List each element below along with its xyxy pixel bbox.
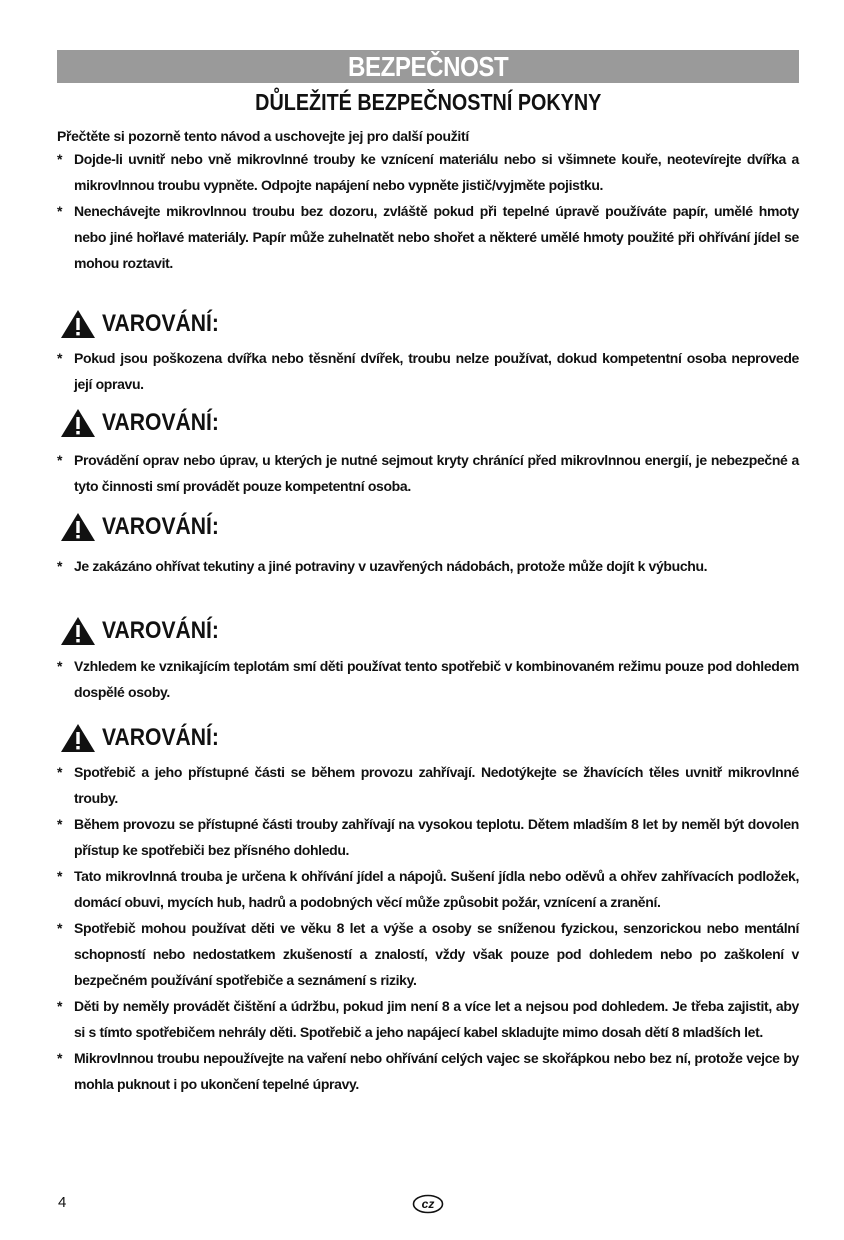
section-title: BEZPEČNOST <box>347 50 509 82</box>
warning-heading: VAROVÁNÍ: <box>60 723 235 753</box>
warning-triangle-icon <box>60 408 96 438</box>
list-item: * Nenechávejte mikrovlnnou troubu bez dozoru, zvláště pokud při tepelné úpravě používáte papír, umělé hmoty nebo jiné hořlavé materiály. Papír může zuhelnatět nebo shořet a některé umělé hmoty použité při ohřívání jídel se mohou roztavit. <box>57 203 799 271</box>
list-item: * Tato mikrovlnná trouba je určena k ohřívání jídel a nápojů. Sušení jídla nebo oděvů a ohřev zahřívacích podložek, domácí obuvi, mycích hub, hadrů a podobných věcí může způsobit požár, vznícení a zranění. <box>57 868 799 910</box>
warning-triangle-icon <box>60 616 96 646</box>
language-badge-text: cz <box>421 1197 435 1211</box>
intro-text: Přečtěte si pozorně tento návod a uschovejte jej pro další použití <box>57 128 469 144</box>
list-item: * Mikrovlnnou troubu nepoužívejte na vaření nebo ohřívání celých vajec se skořápkou nebo bez ní, protože vejce by mohla puknout i po ukončení tepelné úpravy. <box>57 1050 799 1092</box>
warning-section <box>57 553 799 579</box>
list-item: * Během provozu se přístupné části trouby zahřívají na vysokou teplotu. Dětem mladším 8 let by neměl být dovolen přístup ke spotřebiči bez přísného dohledu. <box>57 816 799 858</box>
warning-section <box>57 345 799 397</box>
page-number: 4 <box>58 1194 67 1211</box>
warning-heading: VAROVÁNÍ: <box>60 616 235 646</box>
warning-section <box>57 759 799 1097</box>
warning-triangle-icon <box>60 309 96 339</box>
list-item: * Pokud jsou poškozena dvířka nebo těsnění dvířek, troubu nelze používat, dokud kompetentní osoba neprovede její opravu. <box>57 350 799 392</box>
list-item: * Spotřebič mohou používat děti ve věku 8 let a výše a osoby se sníženou fyzickou, senzorickou nebo mentální schopností nebo nedostatkem zkušeností a znalostí, vždy však pouze pod dohledem nebo po zaškolení v bezpečném používání spotřebiče a seznámení s riziky. <box>57 920 799 988</box>
list-item: * Děti by neměly provádět čištění a údržbu, pokud jim není 8 a více let a nejsou pod dohledem. Je třeba zajistit, aby si s tímto spotřebičem nehrály děti. Spotřebič a jeho napájecí kabel skladujte mimo dosah dětí 8 mladších let. <box>57 998 799 1040</box>
page-subtitle: DŮLEŽITÉ BEZPEČNOSTNÍ POKYNY <box>254 89 602 115</box>
intro-section <box>57 126 799 276</box>
warning-heading: VAROVÁNÍ: <box>60 408 235 438</box>
warning-heading: VAROVÁNÍ: <box>60 309 235 339</box>
list-item: * Provádění oprav nebo úprav, u kterých je nutné sejmout kryty chránící před mikrovlnnou energií, je nebezpečné a tyto činnosti smí provádět pouze kompetentní osoba. <box>57 452 799 494</box>
section-title-banner <box>57 50 799 83</box>
language-badge-icon <box>412 1194 444 1214</box>
list-item: * Dojde-li uvnitř nebo vně mikrovlnné trouby ke vznícení materiálu nebo si všimnete kouře, neotevírejte dvířka a mikrovlnnou troubu vypněte. Odpojte napájení nebo vypněte jistič/vyjměte pojistku. <box>57 151 799 193</box>
warning-section <box>57 653 799 705</box>
warning-heading: VAROVÁNÍ: <box>60 512 235 542</box>
warning-triangle-icon <box>60 512 96 542</box>
list-item: * Je zakázáno ohřívat tekutiny a jiné potraviny v uzavřených nádobách, protože může dojít k výbuchu. <box>57 558 708 574</box>
warning-triangle-icon <box>60 723 96 753</box>
warning-section <box>57 447 799 499</box>
list-item: * Spotřebič a jeho přístupné části se během provozu zahřívají. Nedotýkejte se žhavících těles uvnitř mikrovlnné trouby. <box>57 764 799 806</box>
list-item: * Vzhledem ke vznikajícím teplotám smí děti používat tento spotřebič v kombinovaném režimu pouze pod dohledem dospělé osoby. <box>57 658 799 700</box>
